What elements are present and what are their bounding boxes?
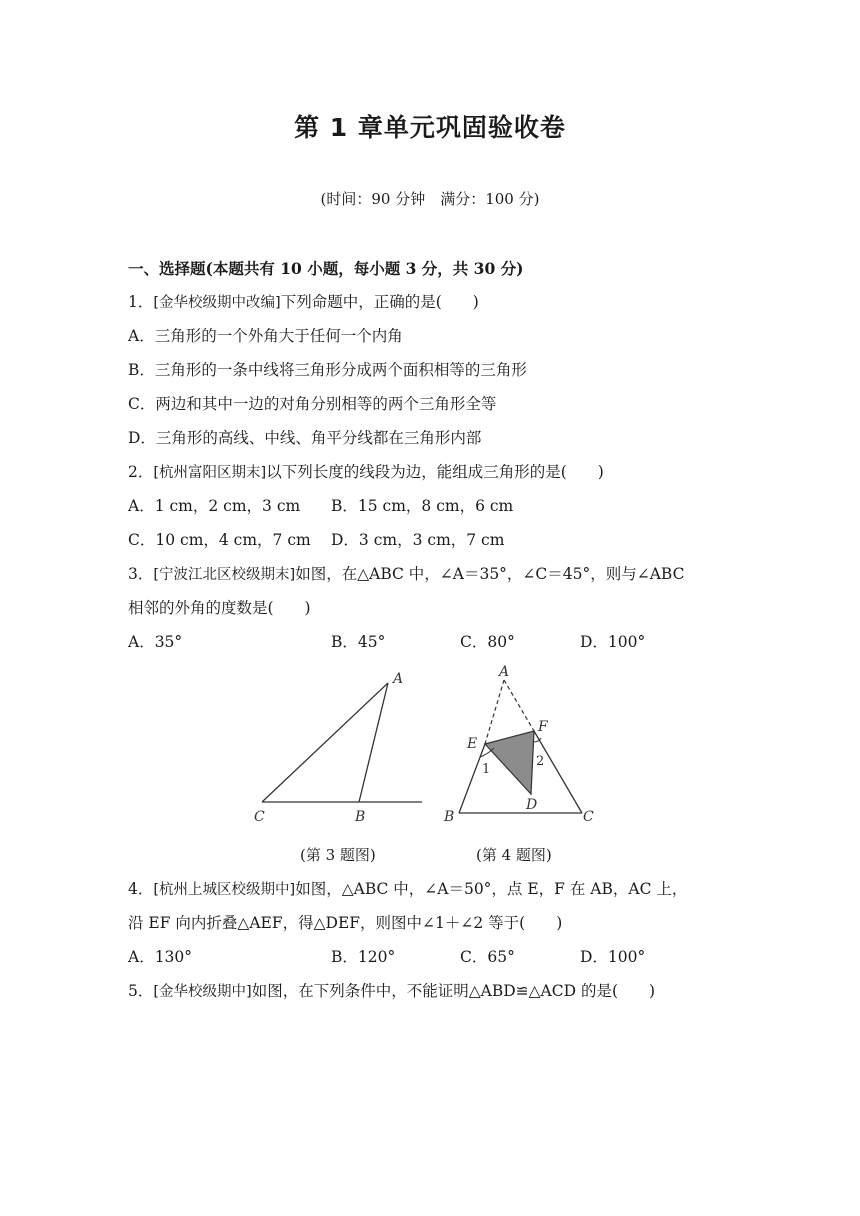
q1-option-c: C．两边和其中一边的对角分别相等的两个三角形全等 — [128, 395, 497, 413]
q1-option-b: B．三角形的一条中线将三角形分成两个面积相等的三角形 — [128, 361, 527, 379]
question-number: 4． — [128, 880, 154, 898]
vertex-c-label: C — [254, 809, 265, 825]
question-3-cont: 相邻的外角的度数是( ) — [128, 599, 311, 617]
question-stem: 以下列长度的线段为边，能组成三角形的是( ) — [266, 463, 604, 481]
figure-4 — [440, 662, 610, 832]
vertex-e-label: E — [467, 736, 478, 752]
question-4 — [128, 878, 687, 901]
question-source: [宁波江北区校级期末] — [153, 567, 296, 583]
q4-option-a: A．130° — [128, 948, 193, 966]
vertex-c-label: C — [583, 809, 594, 825]
vertex-b-label: B — [355, 809, 366, 825]
q3-option-d: D．100° — [580, 633, 646, 651]
figure-3 — [240, 668, 430, 828]
vertex-d-label: D — [526, 797, 538, 813]
question-stem: 如图，△ABC 中，∠A＝50°，点 E，F 在 AB，AC 上， — [295, 880, 688, 898]
q2-option-a: A．1 cm，2 cm，3 cm — [128, 497, 301, 515]
vertex-a-label: A — [393, 671, 404, 687]
q4-option-c: C．65° — [460, 948, 515, 966]
q1-option-a: A．三角形的一个外角大于任何一个内角 — [128, 327, 403, 345]
question-source: [杭州富阳区期末] — [153, 465, 267, 481]
question-source: [金华校级期中] — [153, 984, 252, 1000]
question-number: 3． — [128, 565, 154, 583]
segment-ca — [262, 683, 388, 802]
q1-option-d: D．三角形的高线、中线、角平分线都在三角形内部 — [128, 429, 482, 447]
q3-option-c: C．80° — [460, 633, 515, 651]
question-stem: 下列命题中，正确的是( ) — [280, 293, 479, 311]
question-source: [杭州上城区校级期中] — [153, 882, 296, 898]
q2-option-c: C．10 cm，4 cm，7 cm — [128, 531, 311, 549]
segment-eb — [459, 744, 485, 813]
question-5 — [128, 980, 655, 1003]
exam-info: (时间：90 分钟 满分：100 分) — [320, 190, 540, 208]
question-number: 5． — [128, 982, 154, 1000]
segment-fc — [534, 731, 582, 813]
question-stem: 如图，在下列条件中，不能证明△ABD≌△ACD 的是( ) — [251, 982, 656, 1000]
question-4-cont: 沿 EF 向内折叠△AEF，得△DEF，则图中∠1＋∠2 等于( ) — [128, 914, 563, 932]
section-heading: 一、选择题(本题共有 10 小题，每小题 3 分，共 30 分) — [128, 259, 524, 278]
vertex-a-label: A — [499, 664, 510, 680]
figure-3-caption: (第 3 题图) — [300, 846, 376, 864]
figure-4-caption: (第 4 题图) — [476, 846, 552, 864]
dashed-af — [504, 680, 534, 731]
q2-option-b: B．15 cm，8 cm，6 cm — [331, 497, 514, 515]
question-source: [金华校级期中改编] — [153, 295, 281, 311]
question-stem: 如图，在△ABC 中，∠A＝35°，∠C＝45°，则与∠ABC — [295, 565, 685, 583]
q4-option-d: D．100° — [580, 948, 646, 966]
page-title: 第 1 章单元巩固验收卷 — [294, 113, 566, 142]
question-3 — [128, 563, 684, 586]
q3-option-a: A．35° — [128, 633, 183, 651]
segment-ab — [359, 683, 388, 802]
question-1: 1．[金华校级期中改编]下列命题中，正确的是( ) — [128, 293, 479, 311]
angle-2-label: 2 — [536, 754, 545, 769]
folded-triangle-def — [485, 731, 534, 794]
angle-1-label: 1 — [482, 762, 491, 777]
vertex-f-label: F — [538, 719, 548, 735]
question-2: 2．[杭州富阳区期末]以下列长度的线段为边，能组成三角形的是( ) — [128, 463, 604, 481]
q2-option-d: D．3 cm，3 cm，7 cm — [331, 531, 505, 549]
dashed-ae — [485, 680, 504, 744]
q3-option-b: B．45° — [331, 633, 386, 651]
q4-option-b: B．120° — [331, 948, 396, 966]
vertex-b-label: B — [444, 809, 455, 825]
